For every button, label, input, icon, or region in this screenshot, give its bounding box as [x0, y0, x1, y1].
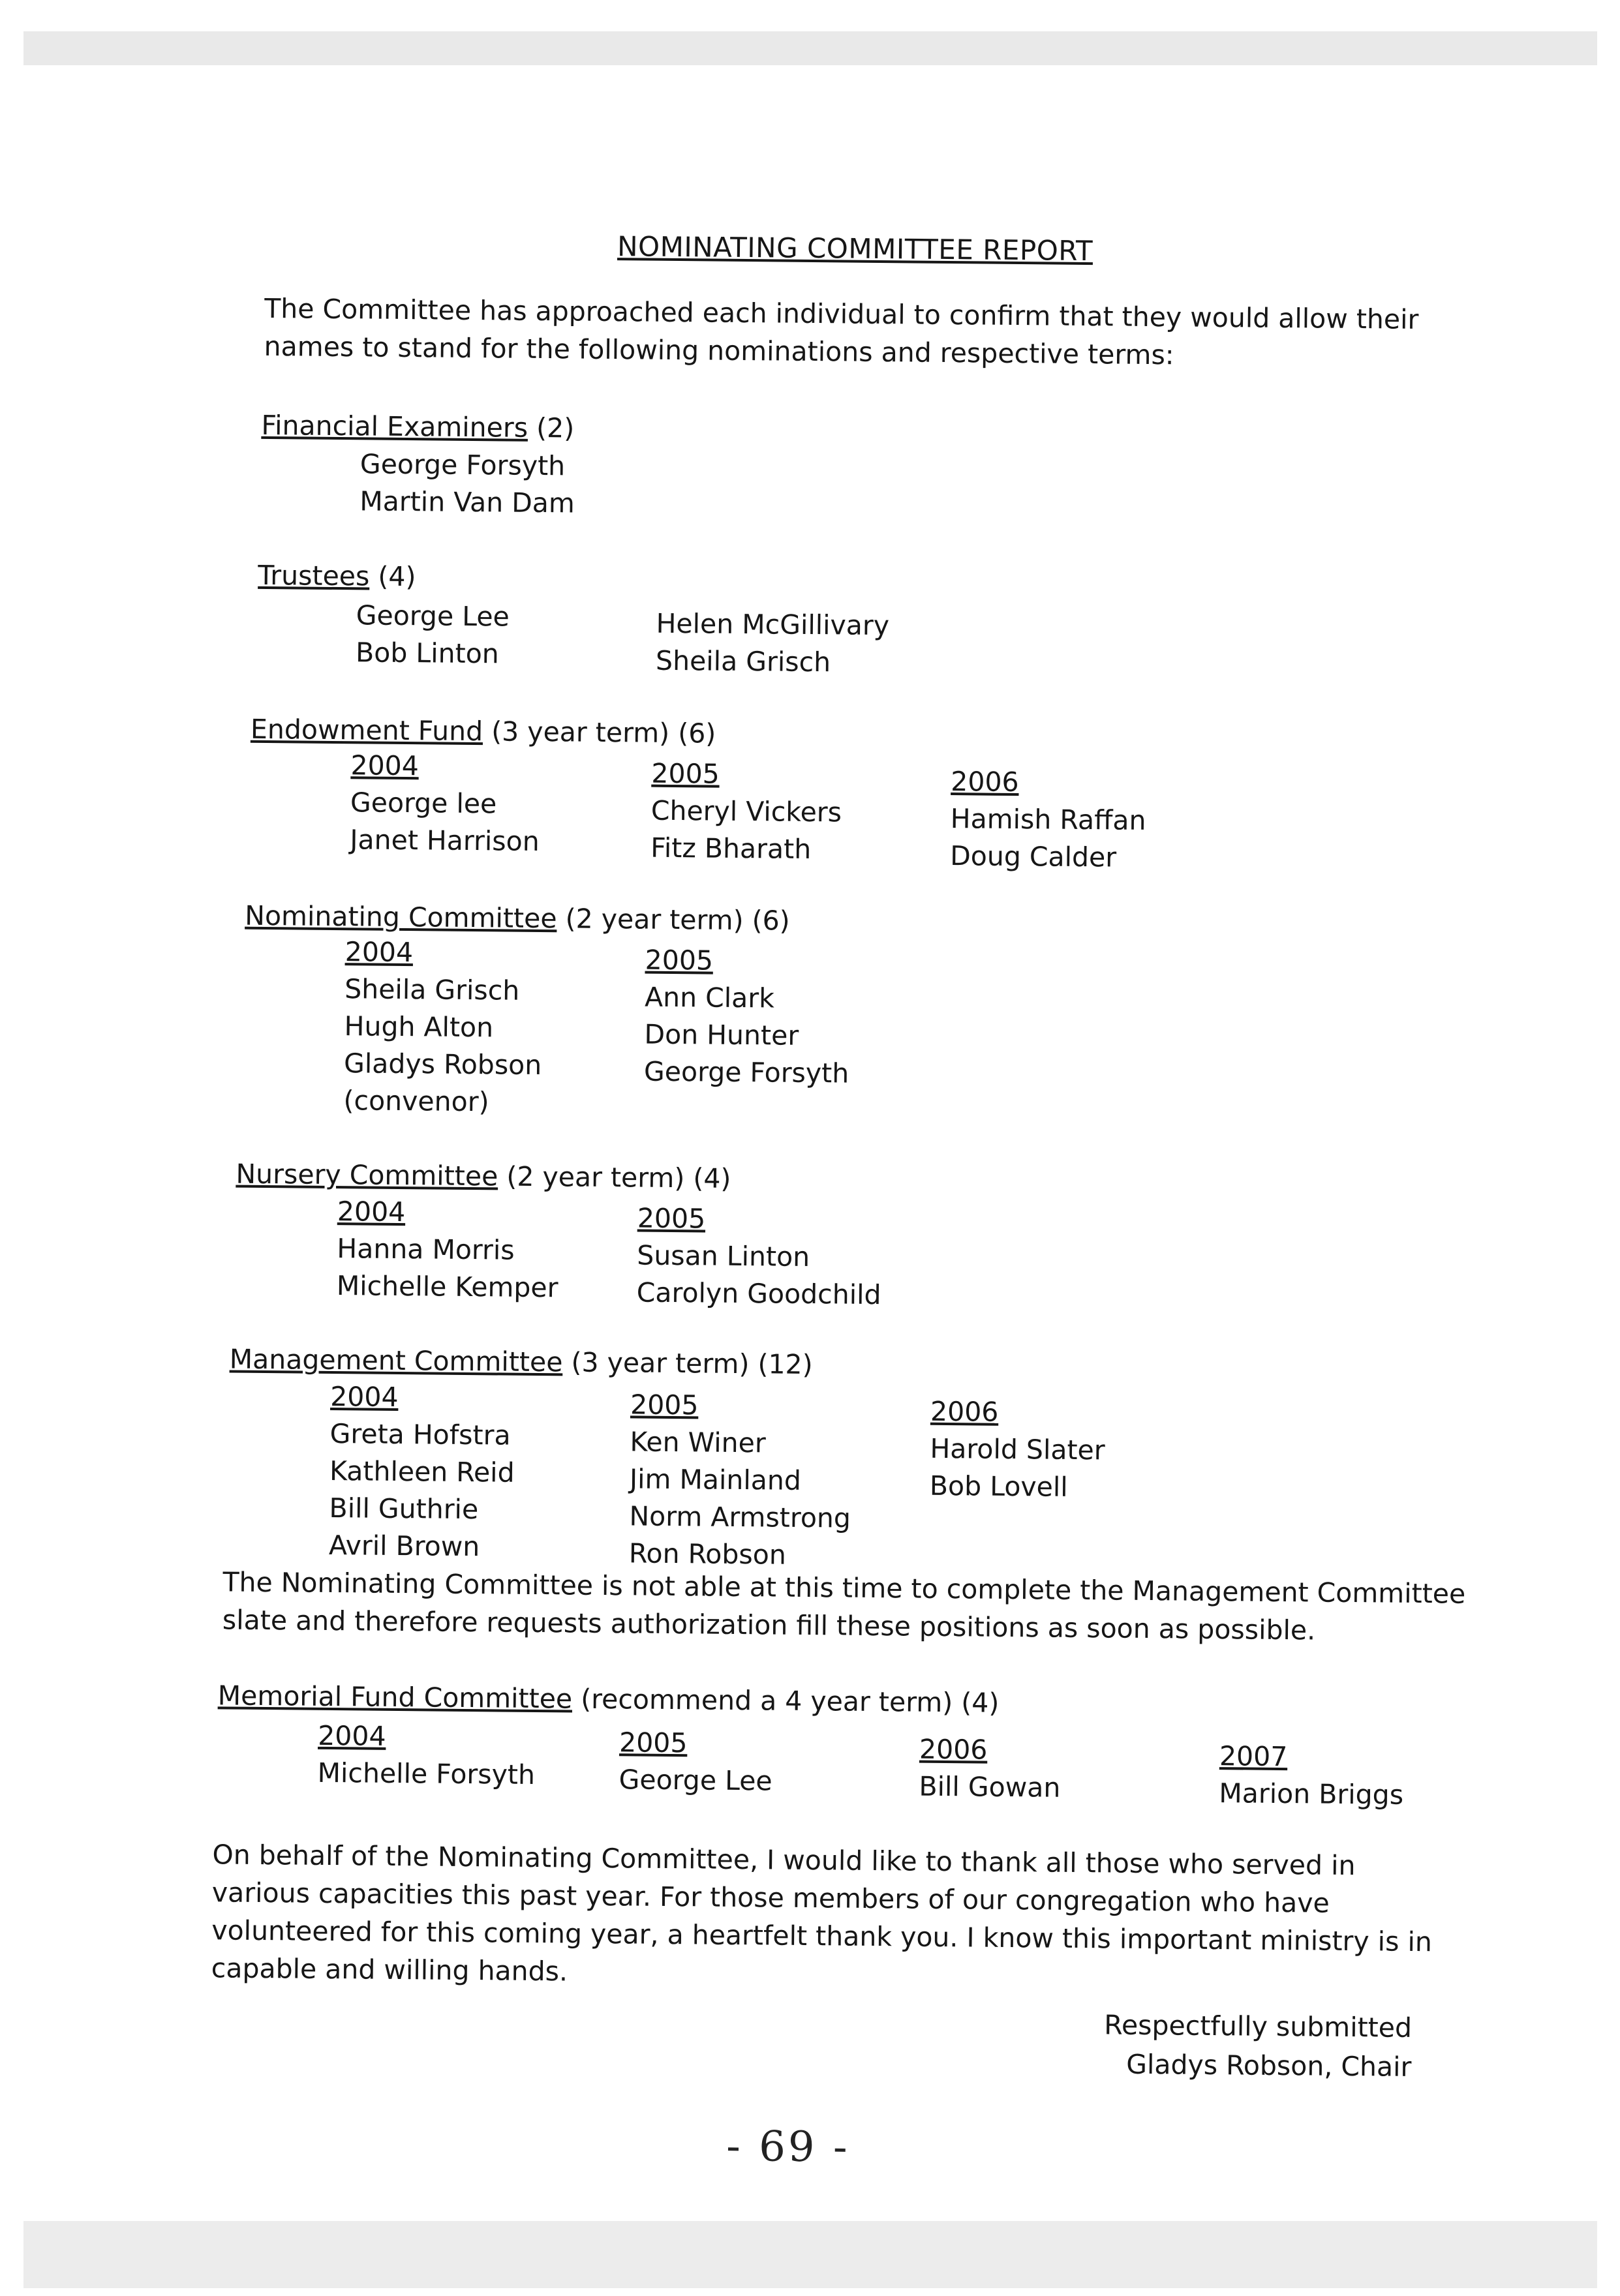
page-number: - 69 - — [726, 2122, 850, 2172]
member-name: Michelle Kemper — [336, 1270, 558, 1304]
section-name: Endowment Fund — [250, 713, 483, 748]
section-detail: (3 year term) (12) — [571, 1346, 813, 1381]
year-heading: 2005 — [651, 757, 720, 790]
member-name: Gladys Robson — [343, 1048, 542, 1081]
member-name: Kathleen Reid — [329, 1455, 515, 1488]
member-name: Helen McGillivary — [656, 607, 890, 642]
management-year-col — [329, 1378, 515, 1566]
member-name: Sheila Grisch — [344, 973, 520, 1006]
section-detail: (3 year term) (6) — [491, 716, 716, 749]
section-trustees — [258, 557, 416, 595]
section-name: Memorial Fund Committee — [217, 1680, 573, 1715]
member-name: Carolyn Goodchild — [636, 1276, 881, 1311]
member-name: Greta Hofstra — [329, 1417, 511, 1451]
member-name: Avril Brown — [328, 1529, 480, 1563]
section-management-committee — [229, 1340, 812, 1383]
member-name: Hamish Raffan — [950, 803, 1146, 836]
trustees-col-1 — [356, 597, 510, 672]
year-heading: 2006 — [919, 1733, 988, 1766]
memorial-year-col — [919, 1731, 1061, 1807]
member-name: Harold Slater — [930, 1432, 1105, 1466]
member-name: Bill Guthrie — [329, 1492, 479, 1526]
member-name: Ken Winer — [630, 1426, 766, 1459]
year-heading: 2004 — [337, 1196, 406, 1228]
member-name: George Forsyth — [359, 448, 566, 482]
section-heading — [229, 1340, 812, 1383]
closing-paragraph: On behalf of the Nominating Committee, I would like to thank all those who served in various capacities this past year. For those members of our congregation who have volunteered for this coming year, a heartfelt thank you. I know this important ministry is in capable and willing hands. — [211, 1839, 1433, 1987]
section-heading — [245, 898, 790, 939]
memorial-year-col — [317, 1717, 535, 1794]
member-name: Martin Van Dam — [359, 485, 575, 519]
section-nominating-committee — [245, 898, 790, 939]
year-heading: 2004 — [329, 1380, 399, 1413]
section-heading — [218, 1677, 1000, 1721]
trustees-col-2 — [656, 605, 890, 682]
year-heading: 2006 — [930, 1395, 999, 1428]
member-name: Cheryl Vickers — [650, 794, 842, 828]
year-heading: 2007 — [1219, 1740, 1288, 1773]
member-role: (convenor) — [343, 1085, 489, 1118]
section-detail: (recommend a 4 year term) (4) — [580, 1683, 1000, 1719]
member-name: George Lee — [619, 1764, 772, 1797]
year-heading: 2005 — [630, 1389, 699, 1421]
member-name: Bob Lovell — [929, 1470, 1068, 1503]
section-nursery-committee — [236, 1156, 731, 1197]
year-heading: 2004 — [317, 1719, 386, 1752]
section-detail: (2) — [536, 412, 575, 444]
document-title: NOMINATING COMMITTEE REPORT — [617, 230, 1093, 267]
section-name: Nursery Committee — [236, 1158, 498, 1192]
member-name: George Forsyth — [643, 1055, 849, 1089]
section-heading — [258, 557, 416, 595]
member-name: Bill Gowan — [919, 1770, 1061, 1804]
member-name: Sheila Grisch — [655, 644, 831, 678]
member-name: Bob Linton — [355, 637, 500, 670]
nominating-year-col — [644, 942, 850, 1093]
signoff-line: Respectfully submitted — [1104, 2009, 1413, 2044]
nursery-year-col — [337, 1193, 559, 1307]
endowment-year-col — [350, 747, 540, 860]
section-heading — [236, 1156, 731, 1197]
nursery-year-col — [636, 1200, 881, 1314]
section-heading — [251, 711, 716, 752]
section-name: Nominating Committee — [245, 899, 557, 935]
member-name: Michelle Forsyth — [317, 1757, 536, 1791]
member-name: George lee — [350, 787, 497, 820]
section-endowment-fund — [251, 711, 716, 752]
year-heading: 2006 — [951, 766, 1019, 798]
year-heading: 2005 — [637, 1202, 706, 1235]
member-name: Doug Calder — [949, 840, 1117, 873]
member-name: Hanna Morris — [337, 1233, 515, 1266]
member-name: Ann Clark — [644, 981, 775, 1014]
section-name: Trustees — [258, 559, 370, 592]
member-name: Hugh Alton — [344, 1010, 494, 1044]
member-name: Fitz Bharath — [650, 832, 812, 866]
nominating-year-col — [343, 933, 543, 1121]
endowment-year-col — [650, 755, 842, 869]
endowment-year-col — [950, 763, 1146, 877]
management-note: The Nominating Committee is not able at this time to complete the Management Committee slate and therefore requests authorization fill these positions as soon as possible. — [222, 1566, 1466, 1646]
section-name: Financial Examiners — [261, 409, 528, 444]
intro-paragraph: The Committee has approached each individual to confirm that they would allow their names to stand for the following nominations and respective terms: — [264, 292, 1419, 371]
year-heading: 2004 — [344, 936, 414, 969]
year-heading: 2005 — [645, 944, 714, 976]
section-detail: (4) — [378, 560, 416, 593]
section-heading — [261, 407, 574, 447]
financial-members — [359, 446, 575, 522]
member-name: Marion Briggs — [1219, 1777, 1404, 1811]
section-detail: (2 year term) (4) — [506, 1160, 731, 1194]
member-name: Jim Mainland — [629, 1463, 802, 1496]
year-heading: 2004 — [350, 749, 420, 782]
section-name: Management Committee — [229, 1343, 563, 1378]
memorial-year-col — [1219, 1738, 1404, 1814]
member-name: Don Hunter — [644, 1018, 799, 1051]
member-name: Susan Linton — [637, 1239, 810, 1273]
year-heading: 2005 — [619, 1727, 688, 1759]
section-detail: (2 year term) (6) — [565, 903, 790, 937]
memorial-year-col — [619, 1724, 772, 1800]
member-name: Norm Armstrong — [629, 1500, 851, 1534]
management-year-col — [629, 1386, 852, 1574]
member-name: George Lee — [356, 599, 510, 633]
signoff-name: Gladys Robson, Chair — [1125, 2048, 1412, 2083]
member-name: Janet Harrison — [350, 824, 540, 858]
management-year-col — [930, 1393, 1106, 1507]
section-memorial-fund-committee — [218, 1677, 1000, 1721]
member-name: Ron Robson — [628, 1537, 787, 1571]
section-financial-examiners — [261, 407, 574, 447]
